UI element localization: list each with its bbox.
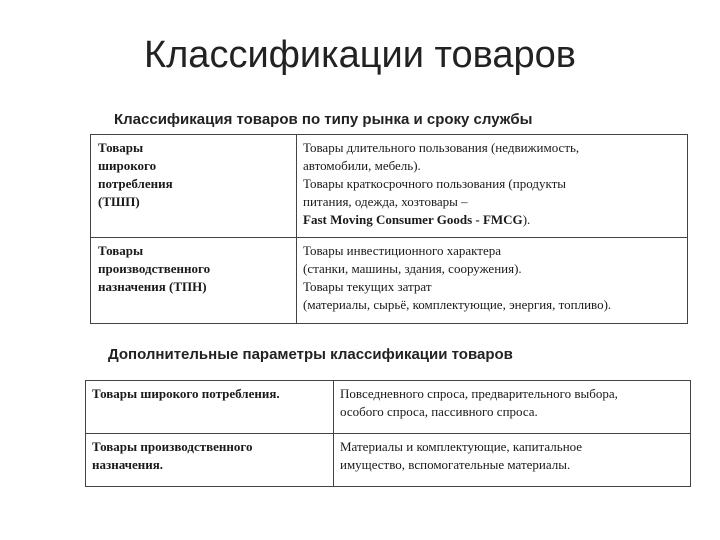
cell-line: Товары (98, 243, 144, 258)
cell-line: (ТШП) (98, 194, 140, 209)
cell-line: Товары широкого потребления. (92, 386, 280, 401)
cell-line: особого спроса, пассивного спроса. (340, 404, 538, 419)
market-type-table (90, 134, 688, 324)
table-row (86, 434, 691, 487)
cell-line: питания, одежда, хозтовары – (303, 194, 468, 209)
fmcg-tail: ). (522, 212, 531, 227)
page-title: Классификации товаров (144, 34, 576, 76)
cell-line: Товары длительного пользования (недвижимость, (303, 140, 580, 155)
additional-params-table (85, 380, 691, 487)
table-row (91, 135, 688, 238)
cell-line: Товары производственного (92, 439, 253, 454)
table-cell-description (334, 381, 691, 434)
cell-line: Материалы и комплектующие, капитальное (340, 439, 583, 454)
fmcg-term: Fast Moving Consumer Goods - FMCG (303, 212, 523, 227)
table1-heading: Классификация товаров по типу рынка и сроку службы (114, 111, 533, 128)
cell-line: потребления (98, 176, 173, 191)
cell-line: имущество, вспомогательные материалы. (340, 457, 571, 472)
cell-line (303, 211, 681, 229)
table-row (91, 238, 688, 324)
cell-line: автомобили, мебель). (303, 158, 421, 173)
table-cell-description (297, 135, 688, 238)
table-row (86, 381, 691, 434)
cell-line: Товары текущих затрат (303, 279, 432, 294)
cell-line: Товары (98, 140, 144, 155)
table2-heading: Дополнительные параметры классификации товаров (108, 346, 513, 363)
cell-line: (материалы, сырьё, комплектующие, энергия, топливо). (303, 297, 612, 312)
table-cell-category (91, 238, 297, 324)
table-cell-category (91, 135, 297, 238)
table-cell-category (86, 381, 334, 434)
cell-line: широкого (98, 158, 157, 173)
cell-line: (станки, машины, здания, сооружения). (303, 261, 522, 276)
table-cell-category (86, 434, 334, 487)
cell-line: производственного (98, 261, 211, 276)
cell-line: Товары краткосрочного пользования (продукты (303, 176, 567, 191)
cell-line: Товары инвестиционного характера (303, 243, 501, 258)
cell-line: Повседневного спроса, предварительного выбора, (340, 386, 618, 401)
table-cell-description (334, 434, 691, 487)
table-cell-description (297, 238, 688, 324)
cell-line: назначения (ТПН) (98, 279, 207, 294)
cell-line: назначения. (92, 457, 164, 472)
